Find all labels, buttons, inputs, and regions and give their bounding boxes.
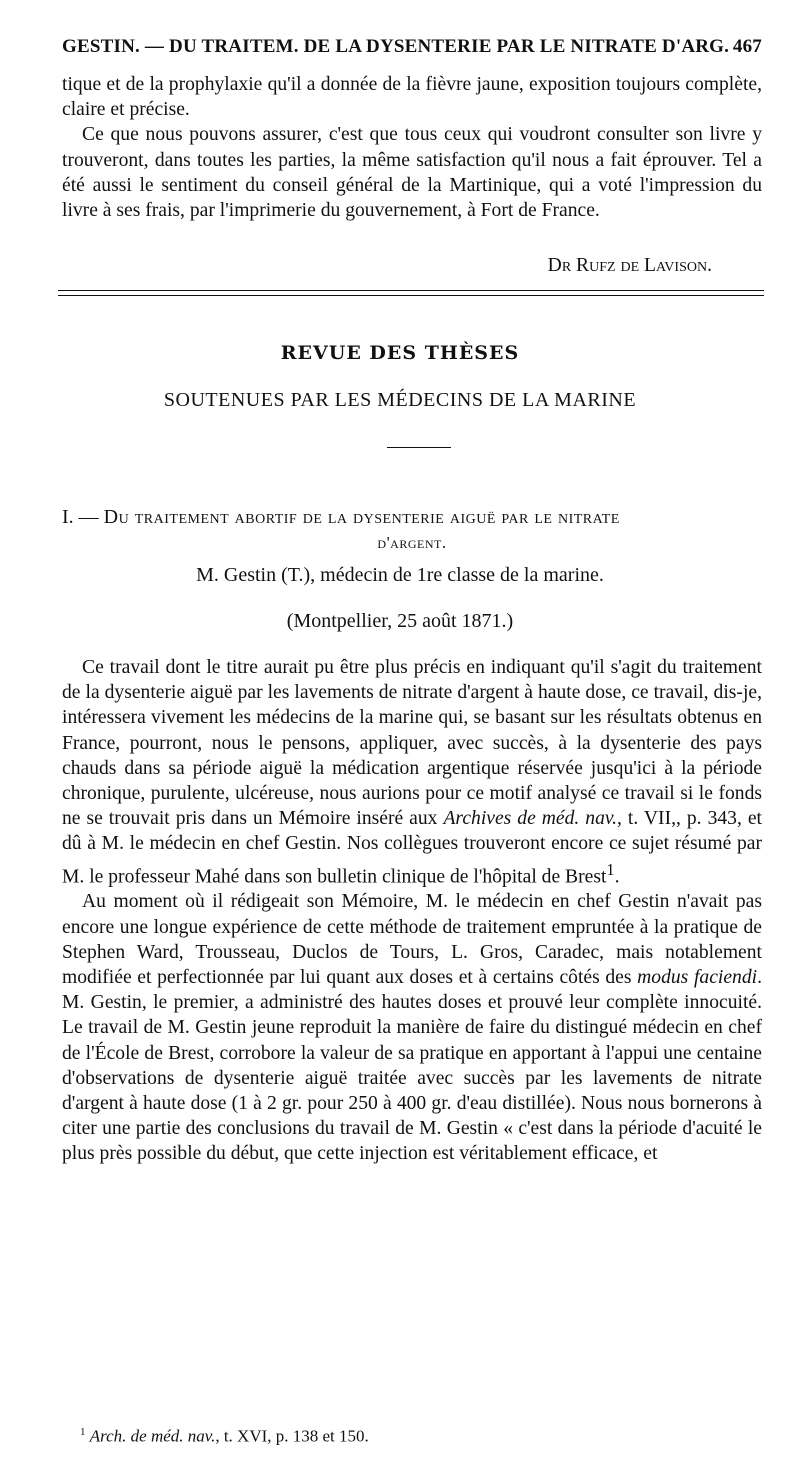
main-p1-text-a: Ce travail dont le titre aurait pu être plus précis en indiquant qu'il s'agit du traitement de la dysenterie aiguë par les lavements de nitrate d'argent à haute dose, ce travail, dis-je, intéressera vivement les médecins de la marine qui, se basant sur les résultats obtenus en France, pourront, nous le pensons, appliquer, avec succès, à la dysenterie des pays chauds dans sa période aiguë la médication argentique réservée jusqu'ici à la période chronique, purulente, ulcéreuse, nous aurions pour ce motif analysé ce travail si le fonds ne se trouvait pris dans un Mémoire inséré aux bbox=[62, 657, 762, 830]
intro-text bbox=[62, 72, 762, 223]
section-subtitle: SOUTENUES PAR LES MÉDECINS DE LA MARINE bbox=[163, 389, 637, 411]
running-title: GESTIN. — DU TRAITEM. DE LA DYSENTERIE PAR LE NITRATE D'ARG. bbox=[62, 36, 730, 57]
running-header bbox=[62, 36, 762, 58]
footnote-journal: Arch. de méd. nav. bbox=[89, 1426, 216, 1446]
intro-paragraph-2: Ce que nous pouvons assurer, c'est que tous ceux qui voudront consulter son livre y trouveront, dans toutes les parties, la même satisfaction qu'il nous a fait éprouver. Tel a été aussi le sentiment du conseil général de la Martinique, qui a voté l'impression du livre à ses frais, par l'imprimerie du gouvernement, à Fort de France. bbox=[62, 124, 762, 222]
journal-title: Archives de méd. nav. bbox=[443, 808, 618, 830]
main-p1-end: . bbox=[614, 866, 620, 888]
footnote-text: , t. XVI, p. 138 et 150. bbox=[215, 1426, 369, 1446]
main-p1-text-b: , t. VII,, p. 343, et dû à M. le médecin en chef Gestin. Nos collègues trouveront encore ce sujet résumé par M. le professeur Mahé dans son bulletin clinique de l'hôpital de Brest bbox=[62, 808, 762, 888]
footnote-mark: 1 bbox=[80, 1426, 86, 1438]
main-text bbox=[62, 655, 762, 1167]
thesis-title-line-1: Du traitement abortif de la dysenterie aiguë par le nitrate bbox=[103, 506, 620, 528]
section-title: REVUE DES THÈSES bbox=[280, 342, 520, 364]
main-p2-text-b: . M. Gestin, le premier, a administré des hautes doses et prouvé leur complète innocuité. Le travail de M. Gestin jeune reproduit la manière de faire du distingué médecin en chef de l'École de Brest, corrobore la valeur de sa pratique en apportant à l'appui une centaine d'observations de dysenterie aiguë traitée avec succès par les lavements de nitrate d'argent à haute dose (1 à 2 gr. pour 250 à 400 gr. d'eau distillée). Nous nous bornerons à citer une partie des conclusions du travail de M. Gestin « c'est dans la période d'acuité le plus près possible du début, que cette injection est véritablement efficace, et bbox=[62, 966, 762, 1165]
footnote bbox=[80, 1426, 762, 1447]
thesis-number: I. — bbox=[62, 506, 99, 528]
section-divider bbox=[58, 290, 764, 296]
thesis-title-line-2: d'argent. bbox=[377, 533, 447, 552]
footnote-ref: 1 bbox=[606, 859, 615, 879]
short-divider bbox=[387, 447, 451, 448]
thesis-title bbox=[62, 504, 762, 556]
latin-phrase: modus faciendi bbox=[637, 966, 758, 988]
intro-paragraph-1: tique et de la prophylaxie qu'il a donnée de la fièvre jaune, exposition toujours complète, claire et précise. bbox=[62, 74, 762, 121]
thesis-place-date: (Montpellier, 25 août 1871.) bbox=[286, 610, 514, 632]
main-paragraph-2 bbox=[62, 889, 762, 1166]
review-signature: Dr Rufz de Lavison. bbox=[547, 255, 712, 276]
main-p2-text-a: Au moment où il rédigeait son Mémoire, M. le médecin en chef Gestin n'avait pas encore une longue expérience de cette méthode de traitement empruntée à la pratique de Stephen Ward, Trousseau, Duclos de Tours, L. Gros, Caradec, mais notablement modifiée et perfectionnée par lui quant aux doses et à certains côtés des bbox=[62, 891, 762, 988]
main-paragraph-1 bbox=[62, 655, 762, 889]
thesis-author: M. Gestin (T.), médecin de 1re classe de la marine. bbox=[196, 564, 604, 586]
page-number: 467 bbox=[732, 36, 762, 57]
